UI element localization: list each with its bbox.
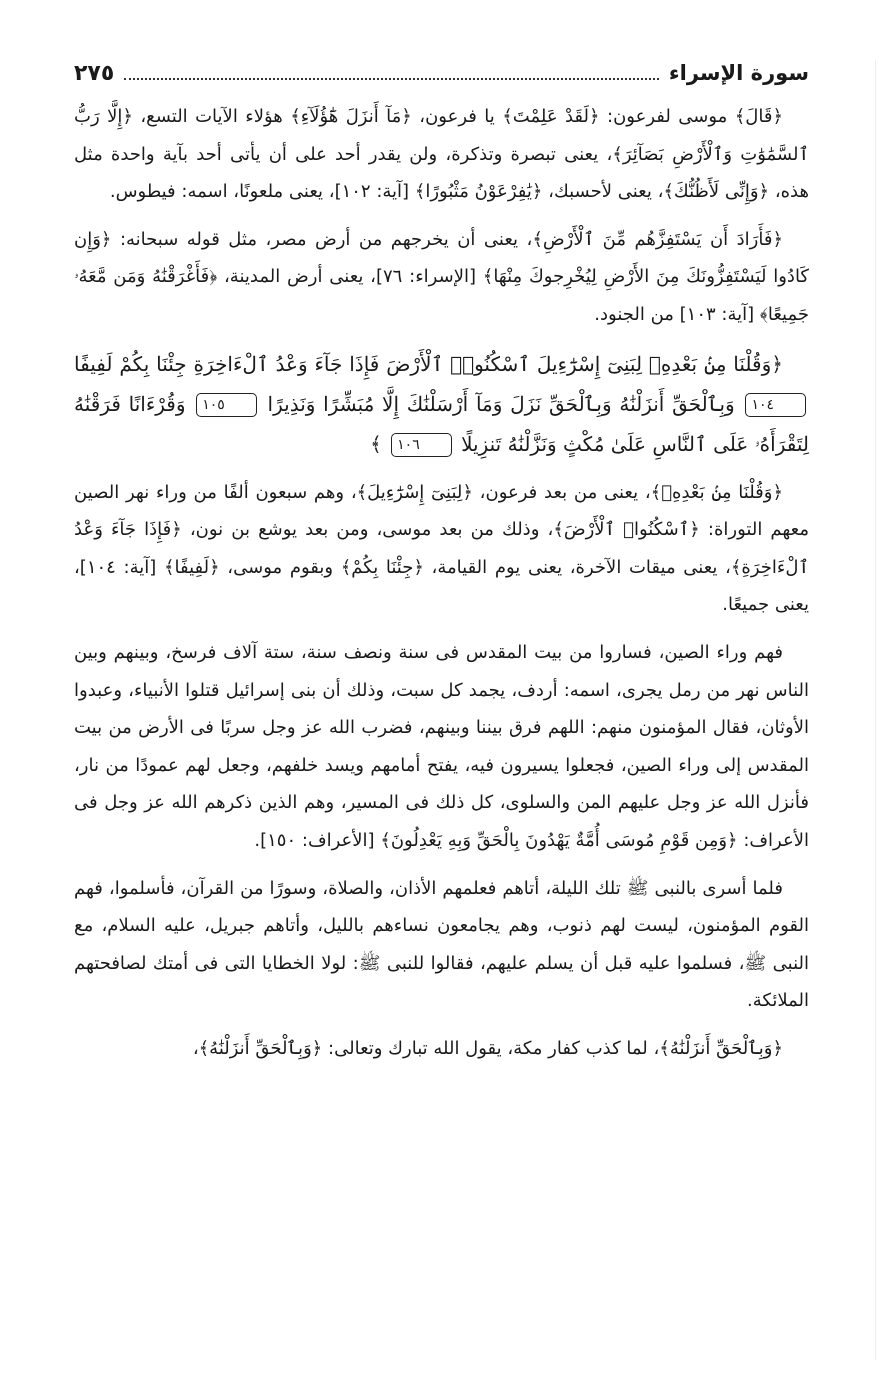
spacer bbox=[74, 624, 809, 634]
spacer bbox=[74, 211, 809, 221]
paragraph-3: ﴿وَقُلْنَا مِنۢ بَعْدِهِۦ﴾، يعنى من بعد فرعون، ﴿لِبَنِىٓ إِسْرَٰٓءِيلَ﴾، وهم سبعون ألفًا من وراء نهر الصين معهم التوراة: ﴿ٱسْكُنُوا۟ ٱلْأَرْضَ﴾، وذلك من بعد موسى، ومن بعد يوشع بن نون، ﴿فَإِذَا جَآءَ وَعْدُ ٱلْءَاخِرَةِ﴾، يعنى ميقات الآخرة، يعنى يوم القيامة، ﴿جِئْنَا بِكُمْ﴾ وبقوم موسى، ﴿لَفِيفًا﴾ [آية: ١٠٤]، يعنى جميعًا. bbox=[74, 481, 809, 616]
verse-106-text: وَقُرْءَانًا فَرَقْنَٰهُ لِتَقْرَأَهُۥ عَلَى ٱلنَّاسِ عَلَىٰ مُكْثٍ وَنَزَّلْنَٰهُ تَنزِيلًا bbox=[74, 391, 809, 456]
paragraph-5: فلما أسرى بالنبى ﷺ تلك الليلة، أتاهم فعلمهم الأذان، والصلاة، وسورًا من القرآن، فأسلموا، فهم القوم المؤمنون، ليست لهم ذنوب، وهم يجامعون نساءهم بالليل، وأتاهم جبريل، عليه السلام، مع النبى ﷺ، فسلموا عليه قبل أن يسلم عليهم، فقالوا للنبى ﷺ: لولا الخطايا التى فى أمتك لصافحتهم الملائكة. bbox=[74, 877, 809, 1012]
ayah-number-marker: ١٠٥ bbox=[196, 393, 257, 417]
dot-leader bbox=[124, 77, 659, 80]
paragraph-6: ﴿وَبِٱلْحَقِّ أَنزَلْنَٰهُ﴾، لما كذب كفار مكة، يقول الله تبارك وتعالى: ﴿وَبِٱلْحَقِّ أَنزَلْنَٰهُ﴾، bbox=[192, 1037, 783, 1059]
spacer bbox=[74, 334, 809, 344]
page-number: ٢٧٥ bbox=[74, 61, 115, 86]
spacer bbox=[74, 1020, 809, 1030]
paragraph-2: ﴿فَأَرَادَ أَن يَسْتَفِزَّهُم مِّنَ ٱلْأَرْضِ﴾، يعنى أن يخرجهم من أرض مصر، مثل قوله سبحانه: ﴿وَإِن كَادُوا لَيَسْتَفِزُّونَكَ مِنَ الأَرْضِ لِيُخْرِجوكَ مِنْهَا﴾ [الإسراء: ٧٦]، يعنى أرض المدينة، ﴿فَأَغْرَقْنَٰهُ وَمَن مَّعَهُۥ جَمِيعًا﴾ [آية: ١٠٣] من الجنود. bbox=[74, 228, 810, 325]
page-edge-line bbox=[875, 60, 876, 1360]
paragraph-4: فهم وراء الصين، فساروا من بيت المقدس فى سنة ونصف سنة، ستة آلاف فرسخ، وبينهم وبين الناس نهر من رمل يجرى، اسمه: أردف، يجمد كل سبت، وذلك أن بنى إسرائيل قتلوا الأنبياء، وعبدوا الأوثان، فقال المؤمنون منهم: اللهم فرق بيننا وبينهم، فضرب الله عز وجل سربًا فى الأرض من بيت المقدس إلى وراء الصين، فجعلوا يسيرون فيه، يفتح أمامهم ويسد خلفهم، وجعل لهم عمودًا من نار، فأنزل الله عز وجل عليهم المن والسلوى، كل ذلك فى المسير، وهم الذين ذكرهم الله عز وجل فى الأعراف: ﴿وَمِن قَوْمِ مُوسَى أُمَّةٌ يَهْدُونَ بِالْحَقِّ وَبِهِ يَعْدِلُونَ﴾ [الأعراف: ١٥٠]. bbox=[74, 641, 809, 851]
ayah-number-marker: ١٠٤ bbox=[745, 393, 806, 417]
paragraph-1: ﴿قَالَ﴾ موسى لفرعون: ﴿لَقَدْ عَلِمْتَ﴾ يا فرعون، ﴿مَآ أَنزَلَ هَٰٓؤُلَآءِ﴾ هؤلاء الآيات التسع، ﴿إِلَّا رَبُّ ٱلسَّمَٰوَٰتِ وَٱلْأَرْضِ بَصَآئِرَ﴾، يعنى تبصرة وتذكرة، ولن يقدر أحد على أن يأتى أحد بآية واحدة مثل هذه، ﴿وَإِنِّى لَأَظُنُّكَ﴾، يعنى لأحسبك، ﴿يَٰفِرْعَوْنُ مَثْبُورًا﴾ [آية: ١٠٢]، يعنى ملعونًا، اسمه: فيطوس. bbox=[74, 106, 809, 203]
quran-verse-block bbox=[74, 344, 809, 464]
spacer bbox=[74, 860, 809, 870]
surah-title: سورة الإسراء bbox=[668, 61, 809, 85]
verse-105-text: وَبِٱلْحَقِّ أَنزَلْنَٰهُ وَبِٱلْحَقِّ نَزَلَ وَمَآ أَرْسَلْنَٰكَ إِلَّا مُبَشِّرًا وَنَذِيرًا bbox=[267, 391, 735, 416]
spacer bbox=[74, 464, 809, 474]
verse-close-bracket: ﴾ bbox=[370, 431, 382, 456]
verse-104-text: ﴿وَقُلْنَا مِنۢ بَعْدِهِۦ لِبَنِىٓ إِسْرَٰٓءِيلَ ٱسْكُنُوا۟ ٱلْأَرْضَ فَإِذَا جَآءَ وَعْدُ ٱلْءَاخِرَةِ جِئْنَا بِكُمْ لَفِيفًا bbox=[74, 351, 783, 376]
running-head bbox=[74, 58, 809, 98]
ayah-number-marker: ١٠٦ bbox=[391, 433, 452, 457]
